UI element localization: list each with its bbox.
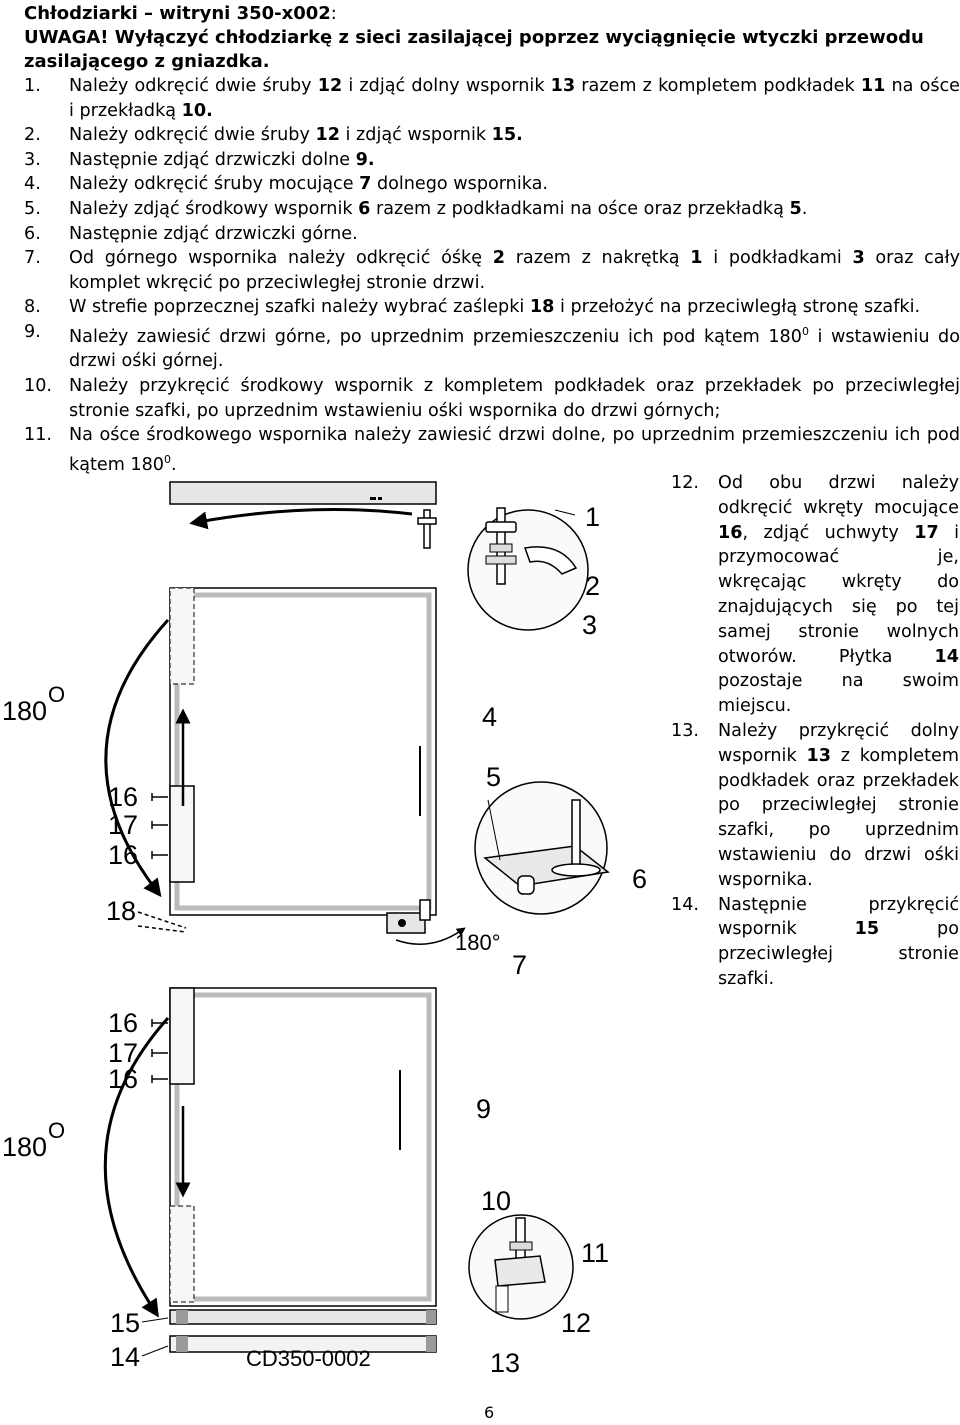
step-4: 4. Należy odkręcić śruby mocujące 7 dolnego wspornika.	[24, 174, 548, 195]
label-18: 18	[106, 896, 137, 926]
step-3: 3. Następnie zdjąć drzwiczki dolne 9.	[24, 149, 375, 170]
section-title: Chłodziarki – witryni 350-x002:	[24, 3, 337, 24]
label-9: 9	[476, 1094, 492, 1124]
steps-list	[24, 74, 960, 477]
label-7: 7	[512, 950, 528, 980]
right-steps-list	[671, 471, 959, 992]
step-9: 9. Należy zawiesić drzwi górne, po uprzednim przemieszczeniu ich pod kątem $180^0$ i wstawieniu do drzwi ośki górnej.	[24, 321, 960, 372]
label-11: 11	[581, 1238, 610, 1268]
label-5: 5	[486, 762, 502, 792]
label-15: 15	[110, 1308, 141, 1338]
label-12: 12	[561, 1308, 592, 1338]
page-number: 6	[484, 1403, 495, 1422]
angle-upper: 180	[2, 696, 48, 726]
label-16-b: 16	[108, 840, 139, 870]
lower-door	[170, 988, 436, 1306]
label-6: 6	[632, 864, 648, 894]
warning-line-1: UWAGA! Wyłączyć chłodziarkę z sieci zasilającej poprzez wyciągnięcie wtyczki przewodu	[24, 27, 924, 48]
label-4: 4	[482, 702, 498, 732]
label-17-b: 17	[108, 1038, 139, 1068]
hinge-pin-top	[424, 510, 430, 548]
upper-door	[170, 588, 436, 915]
label-17-a: 17	[108, 810, 139, 840]
warning-line-2: zasilającego z gniazdka.	[24, 51, 270, 72]
cabinet-top-strip	[170, 482, 436, 504]
degree-mark-lower: O	[48, 1118, 66, 1143]
step-2: 2. Należy odkręcić dwie śruby 12 i zdjąć wspornik 15.	[24, 125, 523, 146]
angle-lower: 180	[2, 1132, 48, 1162]
step-7: 7. Od górnego wspornika należy odkręcić óśkę 2 razem z nakrętką 1 i podkładkami 3 oraz cały komplet wkręcić po przeciwległej stronie drzwi.	[24, 248, 960, 293]
label-3: 3	[582, 610, 598, 640]
step-8: 8. W strefie poprzecznej szafki należy wybrać zaślepki 18 i przełożyć na przeciwległą stronę szafki.	[24, 297, 921, 318]
label-14: 14	[110, 1342, 141, 1372]
swap-arrow-top	[198, 510, 412, 523]
label-16-c: 16	[108, 1008, 139, 1038]
step-11: 11. Na ośce środkowego wspornika należy zawiesić drzwi dolne, po uprzednim przemieszczeniu ich pod kątem $180^0$.	[24, 425, 960, 475]
label-13: 13	[490, 1348, 521, 1378]
door-reversal-diagram	[0, 470, 665, 1405]
step-6: 6. Następnie zdjąć drzwiczki górne.	[24, 223, 358, 244]
label-16-a: 16	[108, 782, 139, 812]
step-14: 14. Następnie przykręcić wspornik 15 po przeciwległej stronie szafki.	[671, 894, 959, 989]
label-2: 2	[585, 571, 601, 601]
step-1: 1. Należy odkręcić dwie śruby 12 i zdjąć dolny wspornik 13 razem z kompletem podkładek 11 na ośce i przekładką 10.	[24, 76, 960, 121]
step-10: 10. Należy przykręcić środkowy wspornik z kompletem podkładek oraz przekładek po przeciwległej stronie szafki, po uprzednim wstawieniu ośki wspornika do drzwi górnych;	[24, 375, 960, 421]
diagram-code: CD350-0002	[246, 1346, 371, 1371]
angle-middle: 180°	[455, 930, 501, 955]
bottom-hinge-bar	[170, 1310, 436, 1324]
step-13: 13. Należy przykręcić dolny wspornik 13 z kompletem podkładek oraz przekładek po przeciwległej stronie szafki, po uprzednim wstawieniu do drzwi ośki wspornika.	[671, 720, 959, 890]
detail-circle-middle	[475, 782, 607, 914]
degree-mark-upper: O	[48, 682, 66, 707]
label-10: 10	[481, 1186, 512, 1216]
label-1: 1	[585, 502, 601, 532]
label-16-d: 16	[108, 1064, 139, 1094]
step-12: 12. Od obu drzwi należy odkręcić wkręty mocujące 16, zdjąć uchwyty 17 i przymocować je, wkręcając wkręty do znajdujących się po tej samej stronie wolnych otworów. Płytka 14 pozostaje na swoim miejscu.	[671, 473, 960, 717]
step-5: 5. Należy zdjąć środkowy wspornik 6 razem z podkładkami na ośce oraz przekładką 5.	[24, 198, 808, 219]
